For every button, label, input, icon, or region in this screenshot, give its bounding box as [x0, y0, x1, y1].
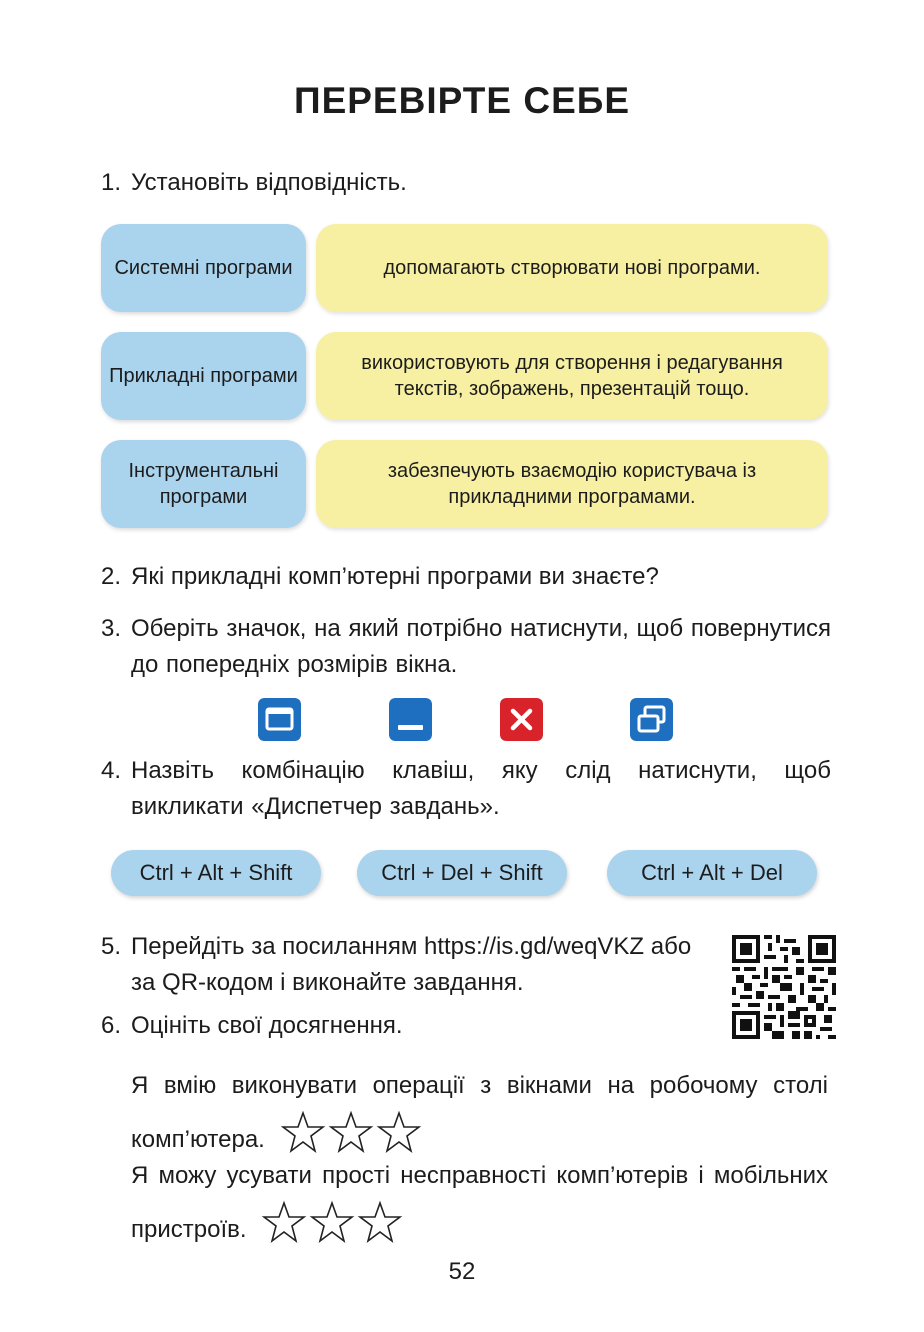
achievement-text: Я вмію виконувати операції з вікнами на робочому столі комп’ютера. — [131, 1072, 828, 1153]
star-rating[interactable] — [262, 1200, 402, 1261]
minimize-icon[interactable] — [389, 698, 432, 741]
achievement-2 — [131, 1152, 828, 1261]
key-option-3[interactable]: Ctrl + Alt + Del — [607, 850, 817, 896]
question-number: 4. — [101, 757, 122, 784]
page-title: ПЕРЕВІРТЕ СЕБЕ — [293, 80, 631, 121]
achievement-text: Я можу усувати прості несправності комп’ютерів і мобільних пристроїв. — [131, 1162, 828, 1243]
question-4 — [101, 753, 831, 825]
page-number: 52 — [448, 1258, 476, 1285]
match-right-1[interactable]: допомагають створювати нові програми. — [316, 224, 828, 312]
question-number: 2. — [101, 563, 122, 590]
match-right-2[interactable]: використовують для створення і редагування текстів, зображень, презентацій тощо. — [316, 332, 828, 420]
close-icon[interactable] — [500, 698, 543, 741]
question-text: Оберіть значок, на який потрібно натиснути, щоб повернутися до попередніх розмірів вікна. — [131, 615, 831, 678]
star-icon — [312, 1203, 352, 1241]
question-3 — [101, 611, 831, 683]
match-left-instrumental[interactable]: Інструментальні програми — [101, 440, 306, 528]
star-icon — [264, 1203, 304, 1241]
key-option-1[interactable]: Ctrl + Alt + Shift — [111, 850, 321, 896]
star-icon — [360, 1203, 400, 1241]
key-option-2[interactable]: Ctrl + Del + Shift — [357, 850, 567, 896]
star-icon — [283, 1113, 323, 1151]
restore-icon[interactable] — [630, 698, 673, 741]
question-number: 1. — [101, 169, 122, 196]
question-text: Перейдіть за посиланням https://is.gd/weqVKZ або за QR-кодом і виконайте завдання. — [131, 933, 692, 996]
question-text: Оцініть свої досягнення. — [131, 1012, 403, 1039]
question-text: Установіть відповідність. — [131, 169, 407, 196]
question-5 — [101, 929, 711, 1001]
maximize-icon[interactable] — [258, 698, 301, 741]
question-number: 5. — [101, 933, 122, 960]
star-icon — [331, 1113, 371, 1151]
question-number: 6. — [101, 1012, 122, 1039]
question-6 — [101, 1008, 831, 1044]
match-left-applied[interactable]: Прикладні програми — [101, 332, 306, 420]
question-2 — [101, 559, 831, 595]
question-text: Назвіть комбінацію клавіш, яку слід натиснути, щоб викликати «Диспетчер завдань». — [131, 757, 831, 820]
match-left-system[interactable]: Системні програми — [101, 224, 306, 312]
star-icon — [379, 1113, 419, 1151]
question-1 — [101, 165, 831, 201]
question-text: Які прикладні комп’ютерні програми ви знаєте? — [131, 563, 659, 590]
match-right-3[interactable]: забезпечують взаємодію користувача із прикладними програмами. — [316, 440, 828, 528]
question-number: 3. — [101, 615, 122, 642]
